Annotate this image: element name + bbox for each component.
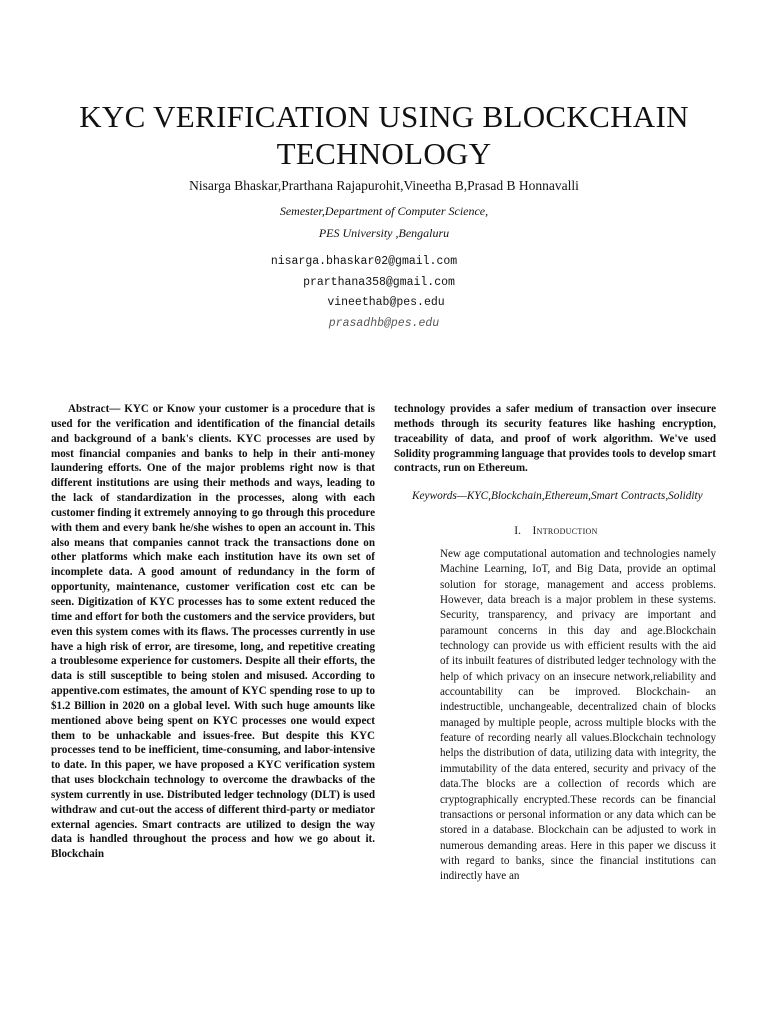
abstract-label: Abstract—: [68, 403, 121, 415]
abstract-text: KYC or Know your customer is a procedure that is used for the verification and identification of the financial details and background of a bank's clients. KYC processes are used by most financial companies and banks to help in their anti-money laundering efforts. One of the major problems right now is that different institutions are using their methods and ways, leading to the lack of standardization in the processes, along with each customer finding it extremely annoying to go through this procedure with them and every bank he/she wishes to open an account in. This also means that companies cannot track the transactions done on other platforms which make each institution have its own set of incomplete data. A good amount of redundancy in the form of opportunity, maintenance, customer verification cost etc can be seen. Digitization of KYC processes has to some extent reduced the time and effort for both the customers and the service providers, but even this system comes with its flaws. The processes currently in use have a high risk of error, are tiresome, long, and repetitive creating a troublesome experience for customers. Despite all their efforts, the data is still susceptible to being stolen and misused. According to appentive.com estimates, the amount of KYC spending rose to up to $1.2 Billion in 2020 on a global level. With such huge amounts like mentioned above being spent on KYC processes one would expect them to be unhackable and issues-free. But despite this KYC processes tend to be inefficient, time-consuming, and labor-intensive to date. In this paper, we have proposed a KYC verification system that uses blockchain technology to overcome the drawbacks of the system currently in use. Distributed ledger technology (DLT) is used withdraw and cut-out the access of different third-party or mediator external agencies. Smart contracts are utilized to design the way data is handled throughout the process and how we go about it. Blockchain: [51, 403, 375, 861]
abstract-paragraph: [51, 402, 375, 862]
abstract-continuation: technology provides a safer medium of transaction over insecure methods through its security features like hashing encryption, traceability of data, and proof of work algorithm. We've used Solidity programming language that provides tools to develop smart contracts, run on Ethereum.: [394, 403, 716, 475]
section-number: I.: [514, 525, 521, 537]
author-list: Nisarga Bhaskar,Prarthana Rajapurohit,Vineetha B,Prasad B Honnavalli: [189, 178, 579, 193]
abstract-block: [51, 402, 375, 862]
author-email: prarthana358@gmail.com: [303, 276, 455, 289]
author-email: prasadhb@pes.edu: [328, 317, 440, 330]
paper-title: KYC VERIFICATION USING BLOCKCHAIN TECHNOLOGY: [79, 99, 689, 171]
affiliation-department: Semester,Department of Computer Science,: [279, 204, 489, 218]
author-email: nisarga.bhaskar02@gmail.com: [270, 255, 458, 268]
affiliation-university: PES University ,Bengaluru: [318, 226, 450, 240]
section-title: Introduction: [532, 525, 598, 537]
introduction-paragraph: New age computational automation and technologies namely Machine Learning, IoT, and Big Data, provide an optimal solution for storage, management and access problems. However, data breach is a major problem in these systems. Security, transparency, and privacy are important and paramount concerns in this day and age.Blockchain technology can provide us with efficient results with the aid of its inbuilt features of distributed ledger technology with the help of which privacy on an insecure network,reliability and accountability can be improved. Blockchain- an indestructible, unchangeable, decentralized chain of blocks managed by multiple people, across multiple blocks with the feature of recording nearly all values.Blockchain technology helps the distribution of data, utilizing data with integrity, the immutability of the data entered, security and privacy of the data.The blocks are a collection of records which are cryptographically encrypted.These records can be financial transactions or personal information or any data which can be stored in a database. Blockchain can be adjusted to work in numerous demanding areas. Here in this paper we discuss it with regard to banks, since the financial institutions can indirectly have an: [440, 548, 716, 883]
author-email: vineethab@pes.edu: [327, 296, 445, 309]
keywords: Keywords—KYC,Blockchain,Ethereum,Smart Contracts,Solidity: [412, 490, 703, 502]
section-heading: [396, 525, 716, 537]
